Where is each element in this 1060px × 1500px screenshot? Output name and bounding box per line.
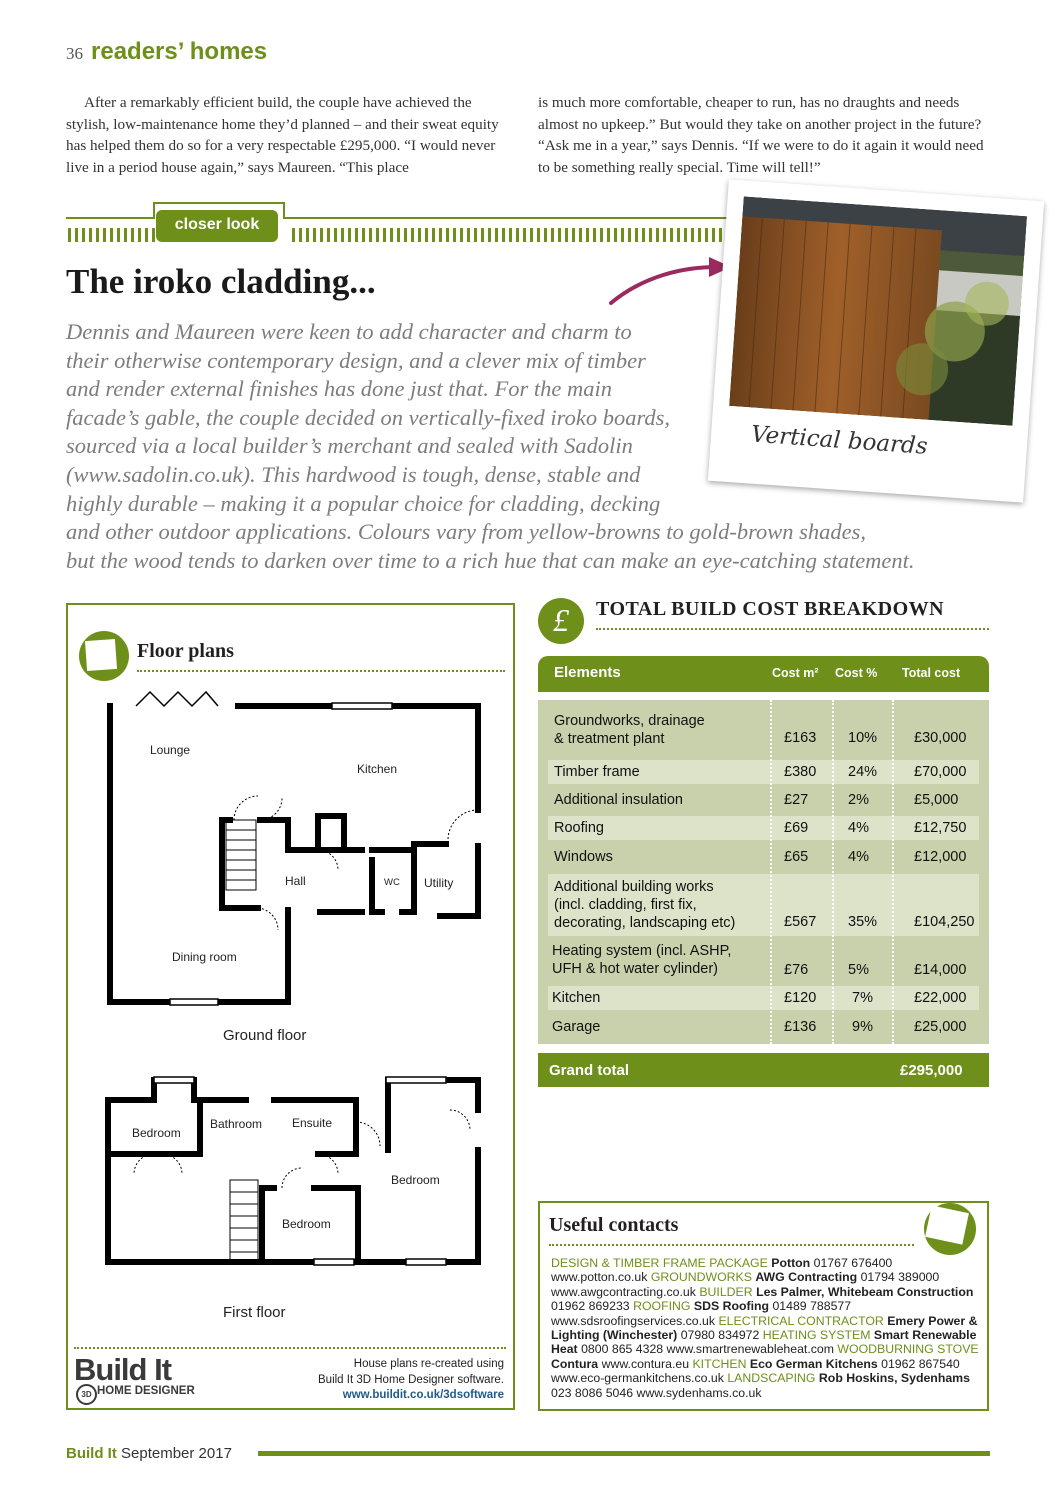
element-line: Additional building works bbox=[554, 879, 714, 895]
footer-brand: Build It bbox=[66, 1445, 117, 1462]
intro-column-2 bbox=[538, 92, 986, 178]
cost-m2: £136 bbox=[784, 1019, 817, 1035]
band-tick bbox=[334, 228, 337, 242]
band-tick bbox=[474, 228, 477, 242]
band-tick bbox=[390, 228, 393, 242]
table-row bbox=[548, 874, 979, 936]
band-tick bbox=[488, 228, 491, 242]
band-tick bbox=[411, 228, 414, 242]
band-tick bbox=[495, 228, 498, 242]
band-tick bbox=[432, 228, 435, 242]
band-tick bbox=[453, 228, 456, 242]
contacts-badge-icon bbox=[916, 1201, 980, 1257]
band-tick bbox=[684, 228, 687, 242]
total-cost: £5,000 bbox=[914, 792, 959, 808]
total-cost: £70,000 bbox=[914, 764, 967, 780]
buildit-logo-sub: HOME DESIGNER bbox=[97, 1385, 195, 1397]
column-divider bbox=[832, 700, 834, 1044]
room-label: Dining room bbox=[172, 950, 237, 964]
room-label: Bedroom bbox=[391, 1173, 440, 1187]
band-tick bbox=[502, 228, 505, 242]
element-name: Roofing bbox=[554, 820, 604, 836]
band-tick bbox=[544, 228, 547, 242]
contact-category: DESIGN & TIMBER FRAME PACKAGE bbox=[551, 1256, 768, 1270]
band-tick bbox=[719, 228, 722, 242]
band-tick bbox=[369, 228, 372, 242]
band-tick bbox=[656, 228, 659, 242]
contact-category: ROOFING bbox=[633, 1299, 691, 1314]
divider bbox=[74, 1347, 506, 1349]
plans-credit bbox=[290, 1357, 504, 1404]
contact-company: Contura bbox=[551, 1356, 599, 1371]
divider bbox=[549, 1244, 914, 1246]
band-tick bbox=[313, 228, 316, 242]
band-tick bbox=[341, 228, 344, 242]
total-cost: £14,000 bbox=[914, 962, 967, 978]
cost-table bbox=[538, 700, 989, 1044]
grand-total-row bbox=[538, 1053, 989, 1087]
cost-m2: £567 bbox=[784, 914, 817, 930]
column-divider bbox=[770, 700, 772, 1044]
contact-details: www.contura.eu bbox=[601, 1356, 690, 1371]
intro-paragraph-1: After a remarkably efficient build, the couple have achieved the stylish, low-maintenance home they’d planned – and their sweat equity has helped them do so for a very respectable £295,000. “I would never live in a period house again,” says Maureen. “This place bbox=[66, 94, 499, 176]
band-tick bbox=[124, 228, 127, 242]
cost-heading: TOTAL BUILD COST BREAKDOWN bbox=[596, 598, 945, 620]
cost-m2: £65 bbox=[784, 849, 809, 865]
table-row bbox=[548, 845, 979, 869]
contact-company: Eco German Kitchens bbox=[749, 1356, 878, 1371]
room-label: WC bbox=[384, 877, 400, 888]
column-header: Total cost bbox=[902, 666, 961, 680]
intro-paragraph-2: is much more comfortable, cheaper to run, has no draughts and needs almost no upkeep.” But would they take on another project in the future? “Ask me in a year,” says Dennis. “If we were to do it again it would need to be something really special. Time will tell!” bbox=[538, 94, 984, 176]
band-tick bbox=[481, 228, 484, 242]
band-tick bbox=[663, 228, 666, 242]
band-tick bbox=[397, 228, 400, 242]
band-tick bbox=[96, 228, 99, 242]
cost-pct: 2% bbox=[848, 792, 869, 808]
column-header: Elements bbox=[554, 664, 621, 681]
element-line: UFH & hot water cylinder) bbox=[552, 961, 718, 977]
band-tick bbox=[362, 228, 365, 242]
band-tick bbox=[131, 228, 134, 242]
contact-company: Les Palmer, Whitebeam Construction bbox=[756, 1284, 974, 1299]
band-tick bbox=[509, 228, 512, 242]
band-tick bbox=[376, 228, 379, 242]
band-tick bbox=[138, 228, 141, 242]
column-divider bbox=[892, 700, 894, 1044]
band-tick bbox=[68, 228, 71, 242]
element-name: Kitchen bbox=[552, 990, 601, 1006]
footer bbox=[66, 1445, 232, 1462]
band-tick bbox=[705, 228, 708, 242]
band-tick bbox=[425, 228, 428, 242]
band-tick bbox=[551, 228, 554, 242]
table-row bbox=[548, 760, 979, 784]
room-label: Kitchen bbox=[357, 762, 398, 776]
footer-rule bbox=[258, 1451, 990, 1456]
band-tick bbox=[607, 228, 610, 242]
feature-line: and render external finishes has done just that. For the main bbox=[66, 376, 612, 402]
contact-details: 01489 788577 www.sdsroofingservices.co.uk bbox=[551, 1299, 852, 1328]
contact-company: Smart Renewable Heat bbox=[551, 1328, 977, 1357]
contact-details: 023 8086 5046 www.sydenhams.co.uk bbox=[551, 1385, 762, 1400]
band-tick bbox=[467, 228, 470, 242]
total-cost: £12,000 bbox=[914, 849, 967, 865]
contact-details: 01794 389000 www.awgcontracting.co.uk bbox=[551, 1270, 940, 1299]
room-label: Ensuite bbox=[292, 1116, 333, 1130]
cost-pct: 35% bbox=[848, 914, 878, 930]
element-name bbox=[552, 942, 731, 978]
band-tick bbox=[82, 228, 85, 242]
feature-line: Dennis and Maureen were keen to add character and charm to bbox=[66, 319, 632, 344]
contact-category: GROUNDWORKS bbox=[650, 1270, 752, 1285]
element-line: & treatment plant bbox=[554, 731, 665, 747]
element-line: decorating, landscaping etc) bbox=[554, 915, 736, 931]
band-tick bbox=[530, 228, 533, 242]
contact-company: Emery Power & Lighting (Winchester) bbox=[551, 1313, 978, 1343]
contact-details: 0800 865 4328 www.smartrenewableheat.com bbox=[581, 1342, 834, 1357]
room-label: Utility bbox=[424, 876, 454, 890]
contact-details: 01767 676400 www.potton.co.uk bbox=[551, 1256, 893, 1285]
column-header: Cost % bbox=[835, 666, 878, 680]
band-tick bbox=[418, 228, 421, 242]
cost-pct: 4% bbox=[848, 849, 869, 865]
closer-look-badge: closer look bbox=[156, 210, 278, 242]
footer-date: September 2017 bbox=[121, 1445, 232, 1462]
contact-company: SDS Roofing bbox=[693, 1299, 770, 1314]
contact-category: WOODBURNING STOVE bbox=[837, 1342, 979, 1357]
cost-pct: 9% bbox=[852, 1019, 873, 1035]
feature-line: their otherwise contemporary design, and a clever mix of timber bbox=[66, 347, 646, 373]
total-cost: £104,250 bbox=[914, 914, 975, 930]
band-tick bbox=[649, 228, 652, 242]
element-line: Groundworks, drainage bbox=[554, 713, 705, 729]
band-tick bbox=[516, 228, 519, 242]
cladding-photo bbox=[708, 179, 1044, 502]
total-cost: £22,000 bbox=[914, 990, 967, 1006]
contact-details: 01962 867540 www.eco-germankitchens.co.uk bbox=[551, 1356, 960, 1386]
band-tick bbox=[103, 228, 106, 242]
band-tick bbox=[306, 228, 309, 242]
contact-category: LANDSCAPING bbox=[727, 1371, 816, 1386]
cost-m2: £27 bbox=[784, 792, 809, 808]
credit-line: Build It 3D Home Designer software. bbox=[318, 1373, 504, 1386]
band-tick bbox=[439, 228, 442, 242]
divider bbox=[596, 628, 989, 630]
band-tick bbox=[621, 228, 624, 242]
table-row bbox=[548, 940, 979, 984]
intro-column-1 bbox=[66, 92, 514, 178]
band-tick bbox=[152, 228, 155, 242]
feature-line: (www.sadolin.co.uk). This hardwood is tough, dense, stable and bbox=[66, 461, 641, 487]
element-name bbox=[554, 878, 735, 932]
contact-details: 01962 869233 bbox=[551, 1299, 630, 1314]
contact-company: Potton bbox=[771, 1256, 811, 1270]
cost-m2: £120 bbox=[784, 990, 817, 1006]
total-cost: £25,000 bbox=[914, 1019, 967, 1035]
band-tick bbox=[537, 228, 540, 242]
band-tick bbox=[299, 228, 302, 242]
band-tick bbox=[110, 228, 113, 242]
feature-line: highly durable – making it a popular choice for cladding, decking bbox=[66, 490, 661, 516]
cladding-image bbox=[729, 196, 1027, 425]
floor-plan-drawing bbox=[66, 680, 515, 1360]
element-name: Timber frame bbox=[554, 764, 640, 780]
band-tick bbox=[460, 228, 463, 242]
table-row bbox=[548, 1015, 979, 1039]
band-tick bbox=[698, 228, 701, 242]
room-label: Hall bbox=[285, 874, 306, 888]
photo-caption: Vertical boards bbox=[750, 421, 929, 460]
band-tick bbox=[614, 228, 617, 242]
total-cost: £12,750 bbox=[914, 820, 967, 836]
total-cost: £30,000 bbox=[914, 730, 967, 746]
contact-company: Rob Hoskins, Sydenhams bbox=[818, 1371, 970, 1386]
contact-category: BUILDER bbox=[699, 1284, 753, 1299]
band-tick bbox=[558, 228, 561, 242]
band-tick bbox=[635, 228, 638, 242]
band-tick bbox=[677, 228, 680, 242]
contacts-list bbox=[551, 1256, 981, 1400]
band-tick bbox=[642, 228, 645, 242]
credit-url-link[interactable]: www.buildit.co.uk/3dsoftware bbox=[342, 1389, 504, 1401]
band-tick bbox=[600, 228, 603, 242]
ground-floor-caption: Ground floor bbox=[223, 1027, 307, 1044]
band-tick bbox=[628, 228, 631, 242]
cost-m2: £69 bbox=[784, 820, 809, 836]
cost-m2: £76 bbox=[784, 962, 809, 978]
band-tick bbox=[320, 228, 323, 242]
contacts-heading: Useful contacts bbox=[549, 1214, 679, 1236]
cost-m2: £380 bbox=[784, 764, 817, 780]
band-tick bbox=[593, 228, 596, 242]
feature-title: The iroko cladding... bbox=[66, 262, 376, 301]
contact-category: HEATING SYSTEM bbox=[762, 1328, 871, 1343]
feature-line: but the wood tends to darken over time to a rich hue that can make an eye-catching statement. bbox=[66, 547, 915, 573]
3d-badge-icon: 3D bbox=[76, 1384, 97, 1405]
band-tick bbox=[348, 228, 351, 242]
first-floor-caption: First floor bbox=[223, 1304, 286, 1321]
band-tick bbox=[579, 228, 582, 242]
floor-plans-badge-icon bbox=[78, 628, 134, 684]
cost-pct: 4% bbox=[848, 820, 869, 836]
band-tick bbox=[586, 228, 589, 242]
band-tick bbox=[145, 228, 148, 242]
band-tick bbox=[691, 228, 694, 242]
band-tick bbox=[670, 228, 673, 242]
element-line: Heating system (incl. ASHP, bbox=[552, 943, 732, 959]
band-tick bbox=[355, 228, 358, 242]
table-row bbox=[548, 710, 979, 760]
element-line: (incl. cladding, first fix, bbox=[554, 897, 697, 913]
grand-total-value: £295,000 bbox=[900, 1062, 963, 1079]
room-label: Bedroom bbox=[282, 1217, 331, 1231]
cost-pct: 10% bbox=[848, 730, 878, 746]
cost-m2: £163 bbox=[784, 730, 817, 746]
feature-line: sourced via a local builder’s merchant and sealed with Sadolin bbox=[66, 433, 633, 459]
table-row bbox=[548, 788, 979, 812]
band-tick bbox=[523, 228, 526, 242]
band-tick bbox=[712, 228, 715, 242]
band-tick bbox=[572, 228, 575, 242]
element-name: Garage bbox=[552, 1019, 601, 1035]
floor-plans-heading: Floor plans bbox=[137, 640, 234, 662]
element-name bbox=[554, 712, 705, 748]
room-label: Bathroom bbox=[210, 1117, 263, 1131]
band-tick bbox=[75, 228, 78, 242]
cost-pct: 5% bbox=[848, 962, 869, 978]
band-tick bbox=[89, 228, 92, 242]
column-header: Cost m² bbox=[772, 666, 819, 680]
element-name: Additional insulation bbox=[554, 792, 683, 808]
credit-line: House plans re-created using bbox=[353, 1358, 504, 1370]
feature-line: and other outdoor applications. Colours vary from yellow-browns to gold-brown shades, bbox=[66, 519, 867, 545]
cost-table-header bbox=[538, 656, 989, 692]
band-tick bbox=[117, 228, 120, 242]
band-tick bbox=[565, 228, 568, 242]
table-row bbox=[548, 816, 979, 840]
contact-category: ELECTRICAL CONTRACTOR bbox=[718, 1313, 884, 1328]
contact-company: AWG Contracting bbox=[755, 1270, 858, 1285]
room-label: Bedroom bbox=[132, 1126, 181, 1140]
band-tick bbox=[404, 228, 407, 242]
table-row bbox=[548, 986, 979, 1010]
room-label: Lounge bbox=[150, 743, 191, 757]
band-tick bbox=[292, 228, 295, 242]
band-tick bbox=[327, 228, 330, 242]
cost-pct: 24% bbox=[848, 764, 878, 780]
band-tick bbox=[446, 228, 449, 242]
cost-pct: 7% bbox=[852, 990, 873, 1006]
divider bbox=[137, 670, 505, 672]
buildit-logo: Build It bbox=[74, 1352, 172, 1387]
arrow-icon bbox=[605, 255, 735, 310]
grand-total-label: Grand total bbox=[549, 1062, 630, 1079]
band-tick bbox=[383, 228, 386, 242]
pound-icon: £ bbox=[538, 598, 584, 644]
feature-line: facade’s gable, the couple decided on vertically-fixed iroko boards, bbox=[66, 404, 670, 430]
section-title: readers’ homes bbox=[91, 38, 268, 65]
element-name: Windows bbox=[554, 849, 613, 865]
contact-category: KITCHEN bbox=[692, 1356, 747, 1371]
page-number: 36 bbox=[66, 44, 83, 63]
contact-details: 07980 834972 bbox=[680, 1328, 760, 1343]
